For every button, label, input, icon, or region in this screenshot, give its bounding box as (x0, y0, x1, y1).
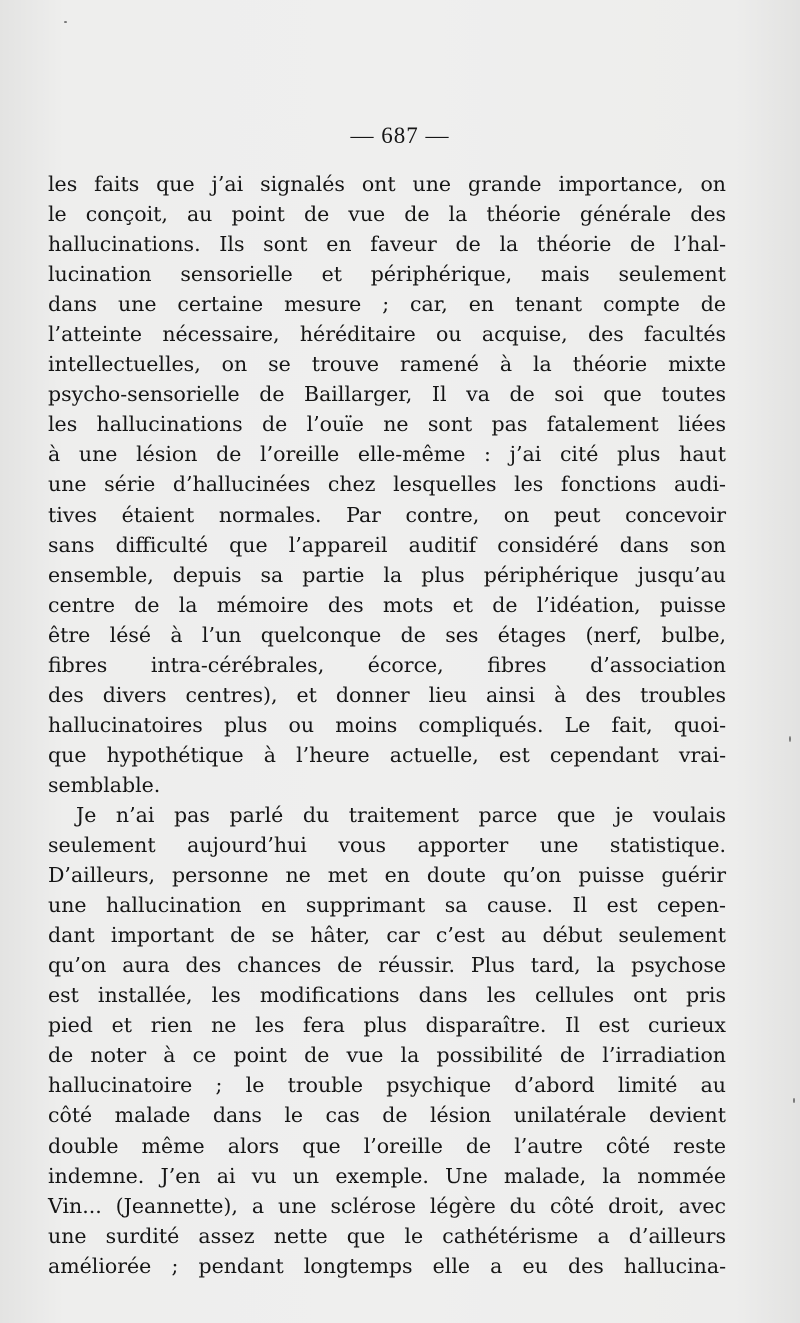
text-line: Je n’ai pas parlé du traitement parce que je voulais (76, 802, 726, 827)
text-line: qu’on aura des chances de réussir. Plus tard, la psychose (48, 953, 726, 978)
text-line: psycho-sensorielle de Baillarger, Il va de soi que toutes (48, 382, 726, 407)
text-line: les faits que j’ai signalés ont une grande importance, on (48, 172, 726, 196)
paper-speck (64, 21, 67, 23)
text-line: le conçoit, au point de vue de la théorie générale des (48, 202, 726, 227)
text-line: est installée, les modifications dans les cellules ont pris (48, 983, 726, 1008)
text-line: une série d’hallucinées chez lesquelles les fonctions audi- (48, 472, 726, 497)
paper-speck (789, 736, 791, 742)
text-line: dans une certaine mesure ; car, en tenant compte de (48, 292, 726, 317)
text-line: hallucinatoires plus ou moins compliqués. Le fait, quoi- (48, 712, 726, 737)
text-line: hallucinations. Ils sont en faveur de la théorie de l’hal- (48, 232, 726, 257)
text-line: une surdité assez nette que le cathétérisme a d’ailleurs (48, 1223, 726, 1248)
text-line: intellectuelles, on se trouve ramené à la théorie mixte (48, 352, 726, 377)
text-line: tives étaient normales. Par contre, on peut concevoir (48, 502, 726, 527)
text-line: sans difficulté que l’appareil auditif considéré dans son (48, 532, 726, 557)
text-line: pied et rien ne les fera plus disparaître. Il est curieux (48, 1013, 726, 1038)
page-number: — 687 — (350, 123, 450, 148)
text-line: être lésé à l’un quelconque de ses étages (nerf, bulbe, (48, 622, 726, 647)
text-line: hallucinatoire ; le trouble psychique d’abord limité au (48, 1073, 726, 1098)
paper-speck (793, 1098, 795, 1103)
text-line: des divers centres), et donner lieu ainsi à des troubles (48, 682, 726, 707)
text-line: Vin... (Jeannette), a une sclérose légère du côté droit, avec (48, 1193, 726, 1218)
text-line: fibres intra-cérébrales, écorce, fibres d’association (48, 652, 726, 677)
text-line: une hallucination en supprimant sa cause. Il est cepen- (48, 893, 726, 918)
text-line: lucination sensorielle et périphérique, mais seulement (48, 262, 726, 287)
text-line: à une lésion de l’oreille elle-même : j’ai cité plus haut (48, 442, 726, 467)
body-text (48, 169, 726, 1281)
text-line: double même alors que l’oreille de l’autre côté reste (48, 1133, 726, 1158)
text-line: ensemble, depuis sa partie la plus périphérique jusqu’au (48, 562, 726, 587)
text-line: améliorée ; pendant longtemps elle a eu des hallucina- (48, 1253, 726, 1278)
text-line: centre de la mémoire des mots et de l’idéation, puisse (48, 592, 726, 617)
text-line: semblable. (48, 772, 161, 797)
text-line: seulement aujourd’hui vous apporter une statistique. (48, 833, 726, 858)
text-line: indemne. J’en ai vu un exemple. Une malade, la nommée (48, 1163, 726, 1188)
text-line: de noter à ce point de vue la possibilité de l’irradiation (48, 1043, 726, 1068)
text-line: dant important de se hâter, car c’est au début seulement (48, 923, 726, 948)
text-line: les hallucinations de l’ouïe ne sont pas fatalement liées (48, 412, 726, 437)
text-line: l’atteinte nécessaire, héréditaire ou acquise, des facultés (48, 322, 726, 347)
text-line: D’ailleurs, personne ne met en doute qu’on puisse guérir (48, 863, 726, 888)
text-line: que hypothétique à l’heure actuelle, est cependant vrai- (48, 742, 726, 767)
text-line: côté malade dans le cas de lésion unilatérale devient (48, 1103, 726, 1128)
